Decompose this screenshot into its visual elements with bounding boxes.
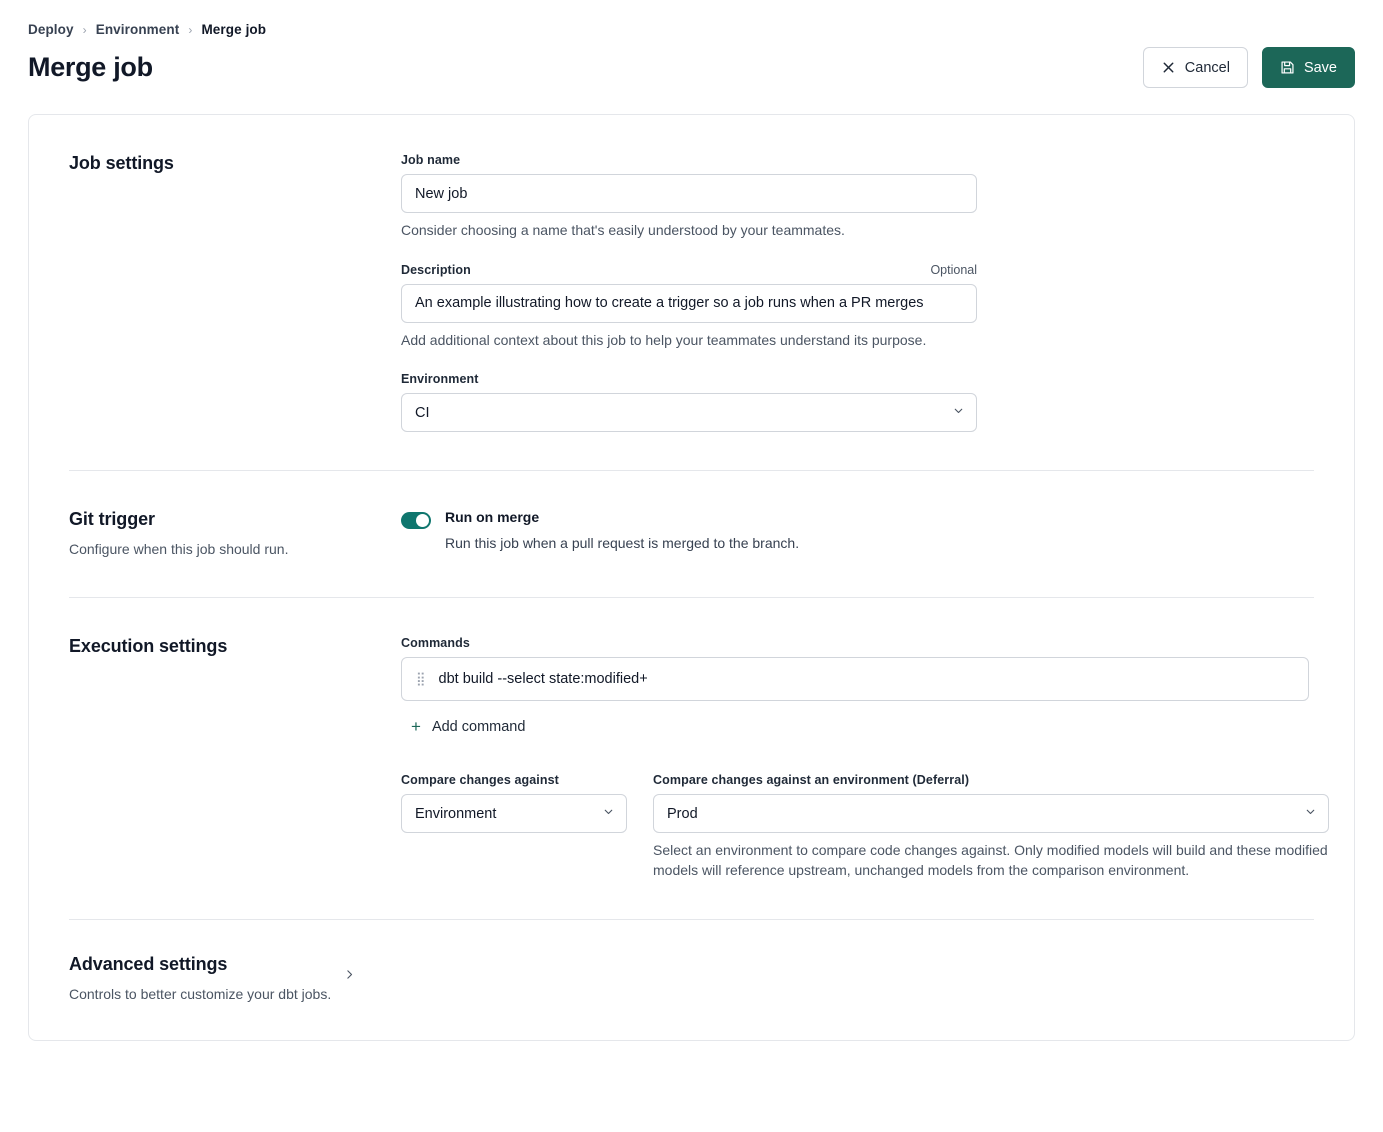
deferral-environment-select[interactable] xyxy=(653,794,1329,833)
run-on-merge-row xyxy=(401,509,1314,551)
section-sub-git-trigger: Configure when this job should run. xyxy=(69,541,289,558)
chevron-right-icon[interactable] xyxy=(343,968,356,986)
section-title-advanced-settings: Advanced settings xyxy=(69,953,228,974)
environment-label: Environment xyxy=(401,372,479,387)
save-button[interactable] xyxy=(1262,47,1355,88)
section-job-settings-header xyxy=(69,153,401,432)
section-title-execution-settings: Execution settings xyxy=(69,636,228,657)
toggle-knob xyxy=(416,514,429,527)
section-title-git-trigger: Git trigger xyxy=(69,509,155,530)
command-text: dbt build --select state:modified+ xyxy=(438,671,648,688)
add-command-label: Add command xyxy=(431,718,526,735)
section-execution-settings xyxy=(69,598,1328,919)
cancel-button[interactable] xyxy=(1143,47,1248,88)
deferral-environment-help: Select an environment to compare code changes against. Only modified models will build and these modified models will reference upstream, unchanged models from the comparison environment. xyxy=(653,842,1328,879)
section-job-settings-body xyxy=(401,153,1314,432)
header-actions xyxy=(1143,47,1355,88)
breadcrumb-item-deploy[interactable]: Deploy xyxy=(28,22,74,37)
save-button-label: Save xyxy=(1303,59,1337,76)
breadcrumb-item-merge-job[interactable]: Merge job xyxy=(201,22,267,37)
breadcrumb-item-environment[interactable]: Environment xyxy=(95,22,180,37)
field-environment xyxy=(401,372,1314,432)
job-name-label: Job name xyxy=(401,153,461,167)
breadcrumb-separator-icon: › xyxy=(82,22,87,37)
job-name-help: Consider choosing a name that's easily understood by your teammates. xyxy=(401,222,845,238)
section-title-job-settings: Job settings xyxy=(69,153,174,173)
add-command-button[interactable] xyxy=(411,718,525,735)
compare-changes-against-label: Compare changes against xyxy=(401,773,559,788)
field-deferral-environment xyxy=(653,773,1329,880)
section-advanced-settings[interactable] xyxy=(69,920,1314,1040)
page-header xyxy=(0,37,1383,88)
section-sub-advanced-settings: Controls to better customize your dbt jobs. xyxy=(69,985,332,1002)
plus-icon: + xyxy=(411,717,421,737)
job-name-input[interactable] xyxy=(401,174,977,213)
commands-label: Commands xyxy=(401,636,470,651)
run-on-merge-description: Run this job when a pull request is merged to the branch. xyxy=(445,534,800,551)
breadcrumb-separator-icon: › xyxy=(188,22,193,37)
field-job-name xyxy=(401,153,1314,241)
run-on-merge-toggle[interactable] xyxy=(401,512,431,529)
settings-card xyxy=(28,114,1355,1041)
section-execution-settings-header xyxy=(69,636,401,880)
description-optional-tag: Optional xyxy=(930,262,977,277)
compare-changes-against-select[interactable] xyxy=(401,794,627,833)
run-on-merge-label: Run on merge xyxy=(445,509,540,526)
section-git-trigger-body xyxy=(401,509,1314,559)
drag-handle-icon[interactable]: ⣿ xyxy=(416,671,425,687)
section-git-trigger xyxy=(69,471,1314,598)
description-help: Add additional context about this job to help your teammates understand its purpose. xyxy=(401,331,927,348)
section-git-trigger-header xyxy=(69,509,401,559)
field-compare-changes-against xyxy=(401,773,627,880)
close-icon xyxy=(1161,60,1176,75)
section-execution-settings-body xyxy=(401,636,1328,880)
cancel-button-label: Cancel xyxy=(1184,59,1230,76)
field-description xyxy=(401,263,1314,351)
command-row[interactable] xyxy=(401,657,1309,701)
compare-settings-row xyxy=(401,773,1328,880)
breadcrumb xyxy=(0,0,1383,37)
section-job-settings xyxy=(69,115,1314,471)
save-disk-icon xyxy=(1280,60,1295,75)
description-input[interactable] xyxy=(401,284,977,323)
environment-select[interactable] xyxy=(401,393,977,432)
page-title: Merge job xyxy=(28,52,153,82)
advanced-settings-header xyxy=(69,954,331,1004)
description-label: Description xyxy=(401,262,471,277)
deferral-environment-label: Compare changes against an environment (Deferral) xyxy=(653,773,970,788)
